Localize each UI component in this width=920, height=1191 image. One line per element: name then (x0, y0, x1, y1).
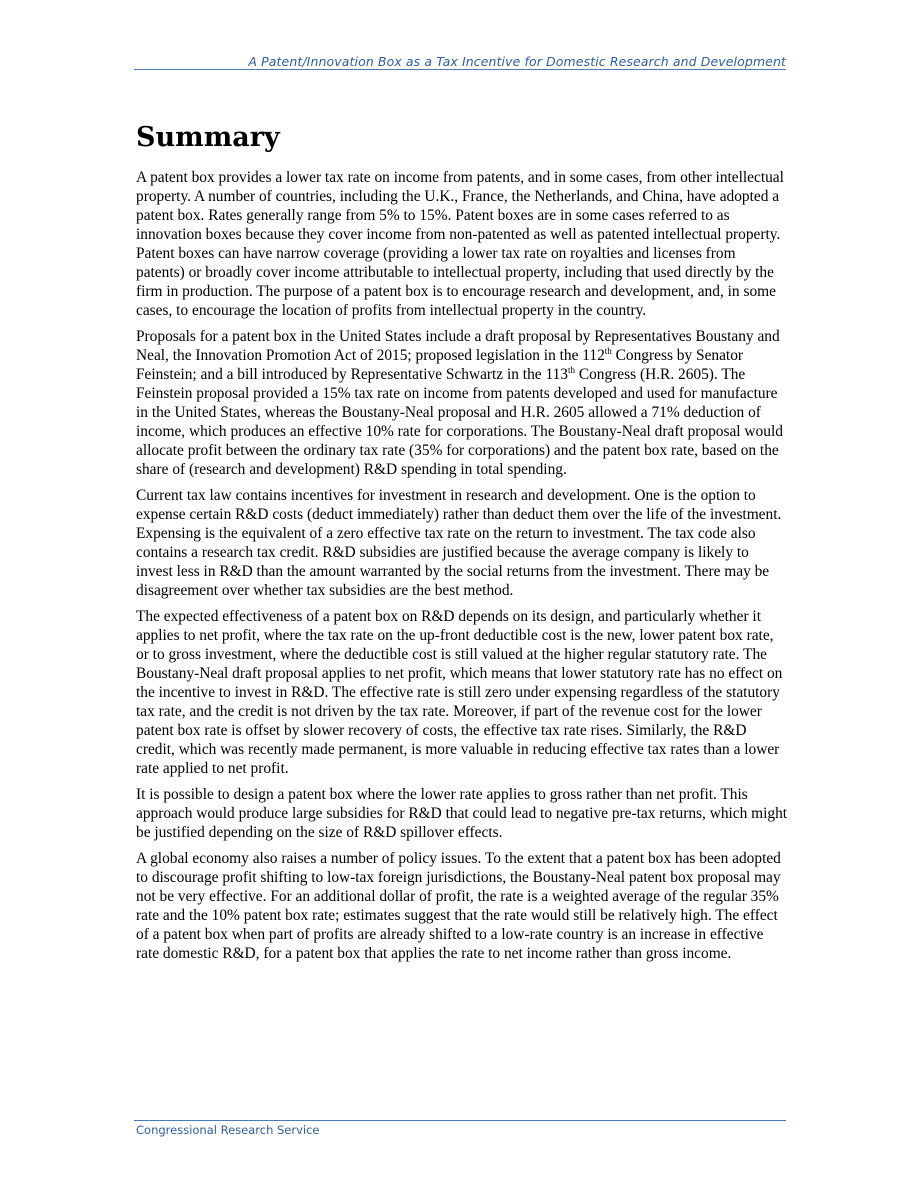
running-header: A Patent/Innovation Box as a Tax Incentive for Domestic Research and Development (248, 54, 786, 69)
paragraph-4: The expected effectiveness of a patent box on R&D depends on its design, and particularly whether it applies to net profit, where the tax rate on the up-front deductible cost is the new, lower patent box rate, or to gross investment, where the deductible cost is still valued at the higher regular statutory rate. The Boustany-Neal draft proposal applies to net profit, which means that lower statutory rate has no effect on the incentive to invest in R&D. The effective rate is still zero under expensing regardless of the statutory tax rate, and the credit is not driven by the tax rate. Moreover, if part of the revenue cost for the lower patent box rate is offset by slower recovery of costs, the effective tax rate rises. Similarly, the R&D credit, which was recently made permanent, is more valuable in reducing effective tax rates than a lower rate applied to net profit. (136, 608, 783, 777)
paragraph-2 (136, 327, 788, 479)
paragraph-6: A global economy also raises a number of policy issues. To the extent that a patent box has been adopted to discourage profit shifting to low-tax foreign jurisdictions, the Boustany-Neal patent box proposal may not be very effective. For an additional dollar of profit, the rate is a weighted average of the regular 35% rate and the 10% patent box rate; estimates suggest that the rate would still be relatively high. The effect of a patent box when part of profits are already shifted to a low-rate country is an increase in effective rate domestic R&D, for a patent box that applies the rate to net income rather than gross income. (136, 850, 781, 962)
footer-org: Congressional Research Service (136, 1123, 320, 1137)
section-title: Summary (136, 122, 280, 153)
paragraph-2-part-c: Congress (H.R. 2605). The Feinstein proposal provided a 15% tax rate on income from patents developed and used for manufacture in the United States, whereas the Boustany-Neal proposal and H.R. 2605 allowed a 71% deduction of income, which produces an effective 10% rate for corporations. The Boustany-Neal draft proposal would allocate profit between the ordinary tax rate (35% for corporations) and the patent box rate, based on the share of (research and development) R&D spending in total spending. (136, 366, 783, 478)
paragraph-2-part-b: Congress by Senator Feinstein; and a bill introduced by Representative Schwartz in the 113 (136, 347, 744, 383)
footer-rule (134, 1120, 786, 1121)
summary-body (136, 168, 788, 970)
paragraph-3: Current tax law contains incentives for investment in research and development. One is the option to expense certain R&D costs (deduct immediately) rather than deduct them over the life of the investment. Expensing is the equivalent of a zero effective tax rate on the return to investment. The tax code also contains a research tax credit. R&D subsidies are justified because the average company is likely to invest less in R&D than the amount warranted by the social returns from the investment. There may be disagreement over whether tax subsidies are the best method. (136, 487, 782, 599)
paragraph-5: It is possible to design a patent box where the lower rate applies to gross rather than net profit. This approach would produce large subsidies for R&D that could lead to negative pre-tax returns, which might be justified depending on the size of R&D spillover effects. (136, 786, 788, 841)
superscript-th-112: th (604, 346, 612, 356)
header-rule (134, 69, 786, 70)
paragraph-2-part-a: Proposals for a patent box in the United States include a draft proposal by Representatives Boustany and Neal, the Innovation Promotion Act of 2015; proposed legislation in the 112 (136, 328, 780, 364)
paragraph-1: A patent box provides a lower tax rate on income from patents, and in some cases, from other intellectual property. A number of countries, including the U.K., France, the Netherlands, and China, have adopted a patent box. Rates generally range from 5% to 15%. Patent boxes are in some cases referred to as innovation boxes because they cover income from non-patented as well as patented intellectual property. Patent boxes can have narrow coverage (providing a lower tax rate on royalties and licenses from patents) or broadly cover income attributable to intellectual property, including that used directly by the firm in production. The purpose of a patent box is to encourage research and development, and, in some cases, to encourage the location of profits from intellectual property in the country. (136, 169, 784, 319)
superscript-th-113: th (567, 365, 575, 375)
